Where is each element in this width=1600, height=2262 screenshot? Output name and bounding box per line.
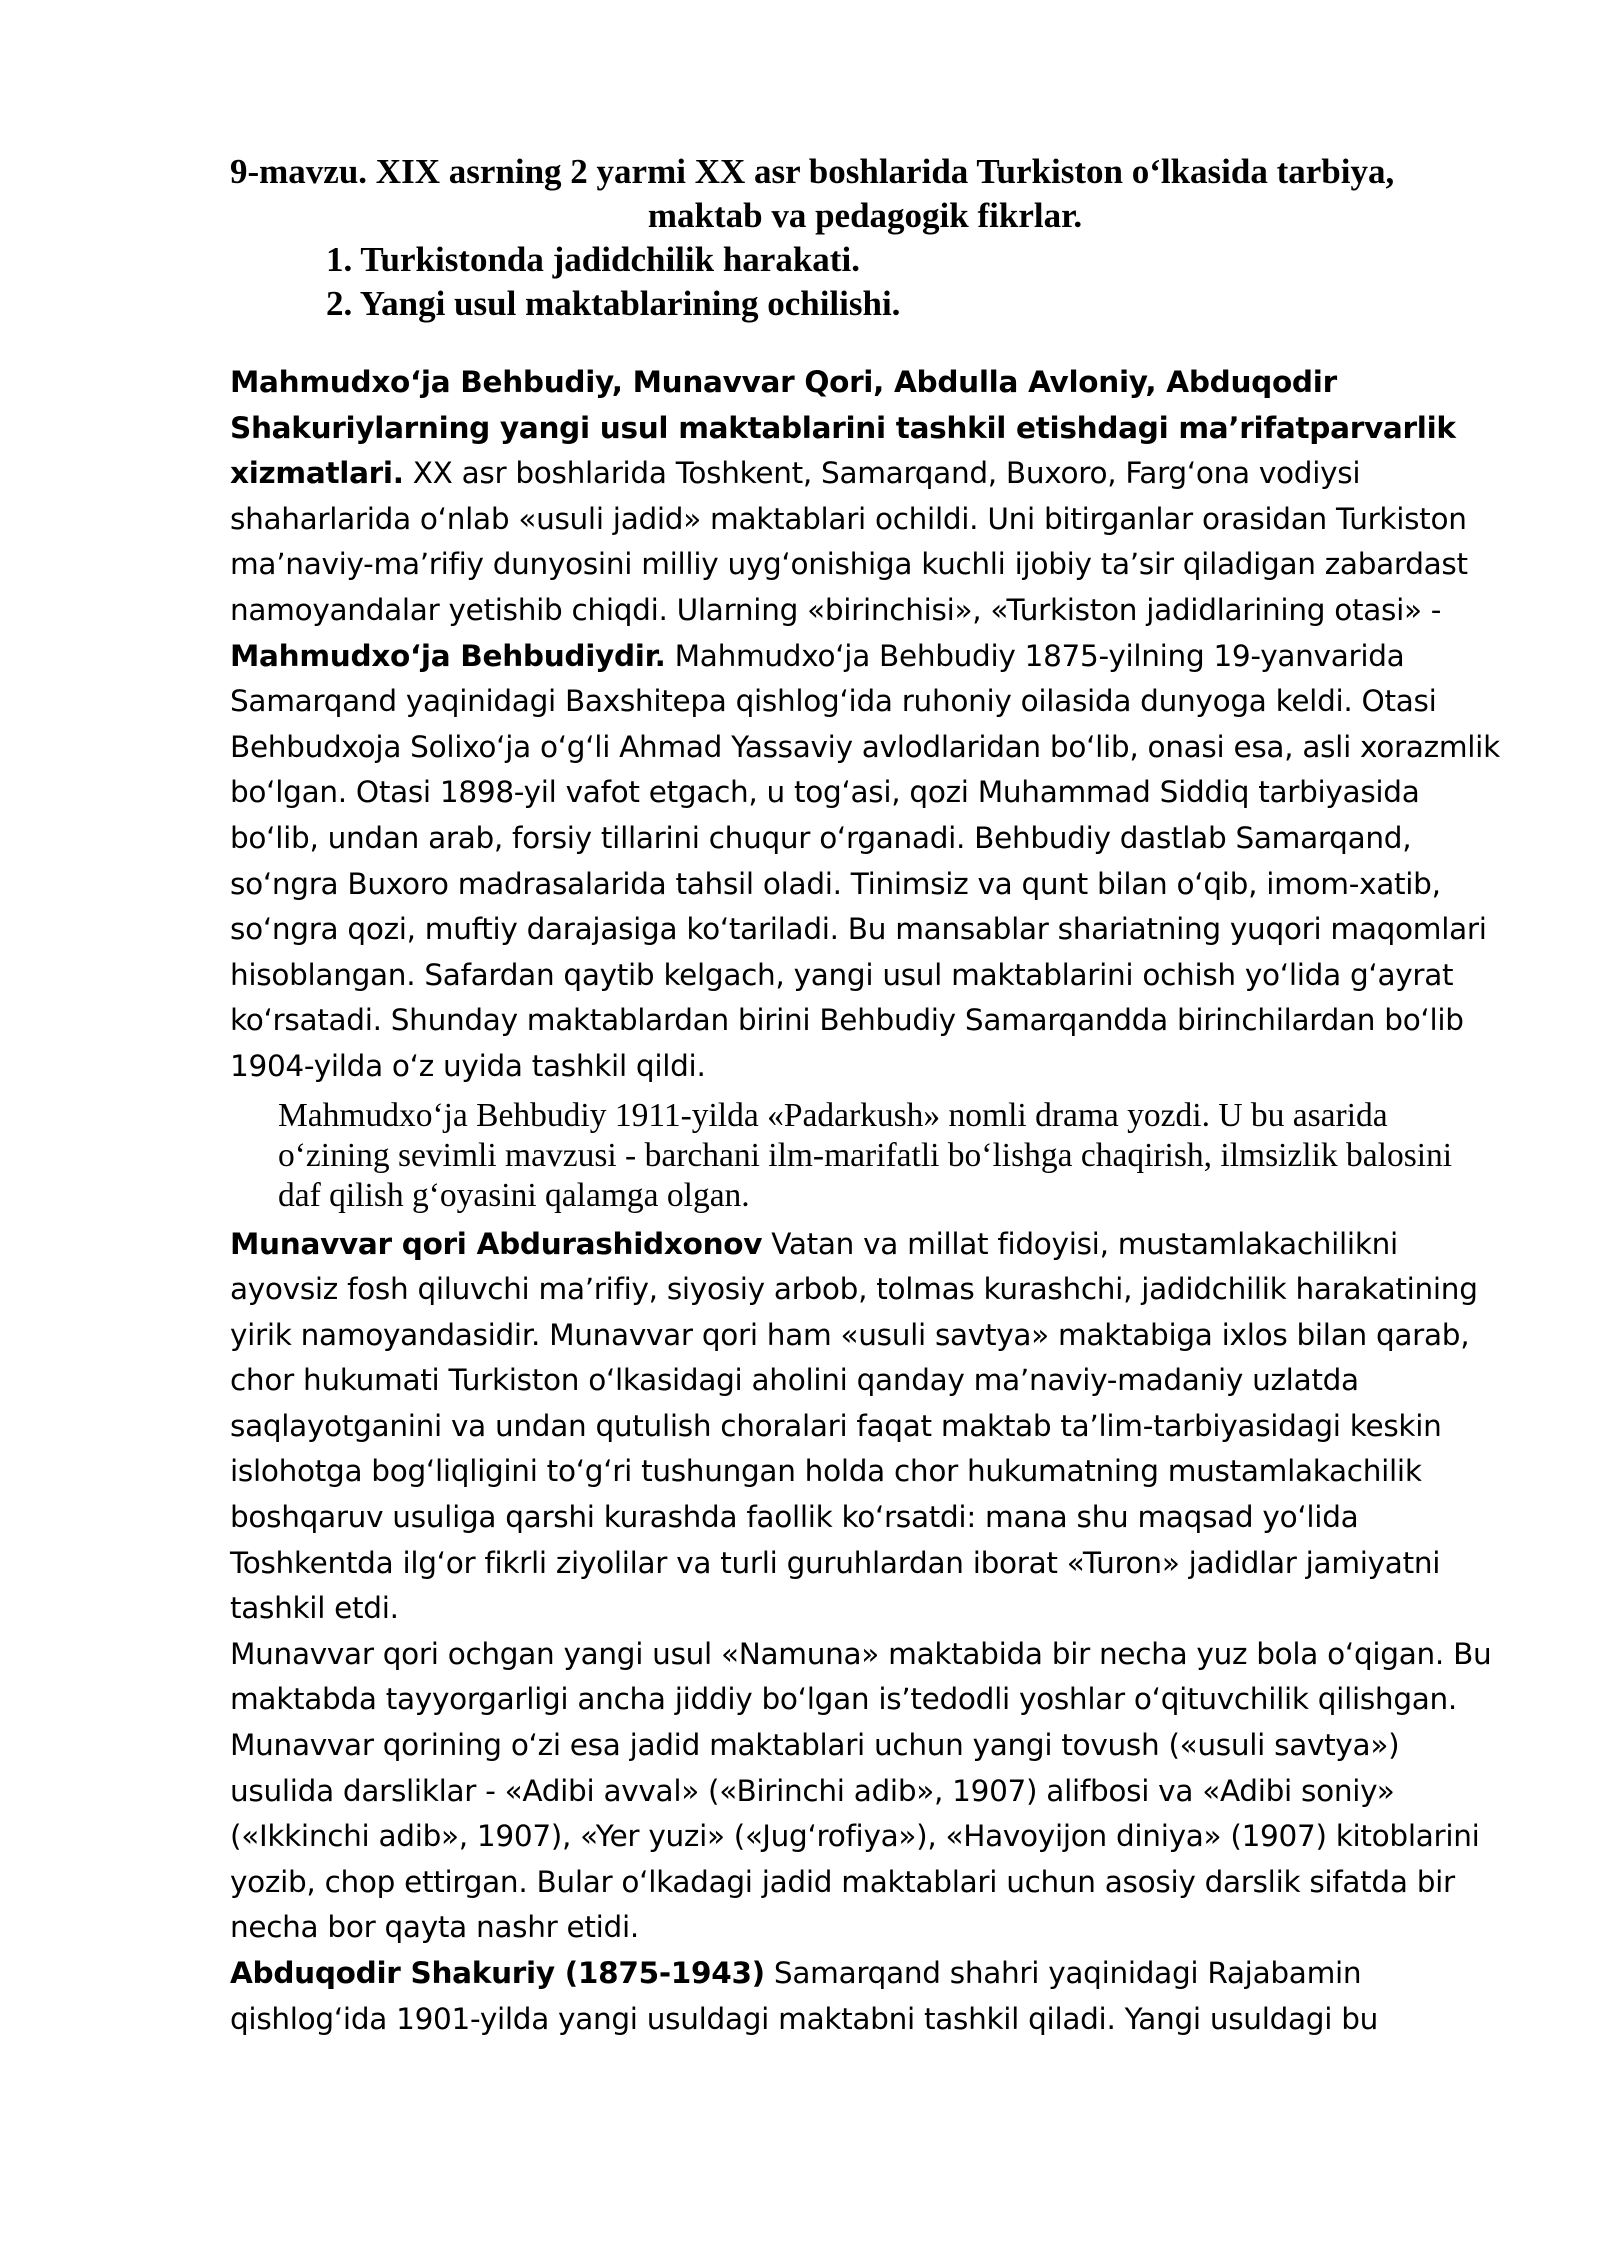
paragraph-padarkush: Mahmudxo‘ja Behbudiy 1911-yilda «Padarkush» nomli drama yozdi. U bu asarida o‘zining sevimli mavzusi - barchani ilm-marifatli bo‘lishga chaqirish, ilmsizlik balosini daf qilish g‘oyasini qalamga olgan. <box>278 1096 1453 1214</box>
paragraph-behbudiy <box>230 360 1500 1090</box>
paragraph-text: Vatan va millat fidoyisi, mustamlakachilikni ayovsiz fosh qiluvchi ma’rifiy, siyosiy arbob, tolmas kurashchi, jadidchilik harakatining yirik namoyandasidir. Munavvar qori ham «usuli savtya» maktabiga ixlos bilan qarab, chor hukumati Turkiston o‘lkasidagi aholini qanday ma’naviy-madaniy uzlatda saqlayotganini va undan qutulish choralari faqat maktab ta’lim-tarbiyasidagi keskin islohotga bog‘liqligini to‘g‘ri tushungan holda chor hukumatning mustamlakachilik boshqaruv usuliga qarshi kurashda faollik ko‘rsatdi: mana shu maqsad yo‘lida Toshkentda ilg‘or fikrli ziyolilar va turli guruhlardan iborat «Turon» jadidlar jamiyatni tashkil etdi. <box>230 1226 1478 1626</box>
paragraph-text: Samarqand shahri yaqinidagi Rajabamin qishlog‘ida 1901-yilda yangi usuldagi maktabni tashkil qiladi. Yangi usuldagi bu <box>230 1956 1379 2036</box>
title-line-1: 9-mavzu. XIX asrning 2 yarmi XX asr boshlarida Turkiston o‘lkasida tarbiya, <box>230 152 1395 191</box>
paragraph-heading: Mahmudxo‘ja Behbudiy, Munavvar Qori, Abdulla Avloniy, Abduqodir Shakuriylarning yangi usul maktablarini tashkil etishdagi ma’rifatparvarlik xizmatlari. <box>230 365 1456 491</box>
outline-item: 2. Yangi usul maktablarining ochilishi. <box>326 284 901 323</box>
title-line-2: maktab va pedagogik fikrlar. <box>647 196 1083 235</box>
paragraph-text: XX asr boshlarida Toshkent, Samarqand, Buxoro, Farg‘ona vodiysi shaharlarida o‘nlab «usuli jadid» maktablari ochildi. Uni bitirganlar orasidan Turkiston ma’naviy-ma’rifiy dunyosini milliy uyg‘onishiga kuchli ijobiy ta’sir qiladigan zabardast namoyandalar yetishib chiqdi. Ularning «birinchisi», «Turkiston jadidlarining otasi» - <box>230 456 1468 627</box>
topic-outline <box>230 238 1500 326</box>
paragraph-munavvar-qori <box>230 1222 1500 1632</box>
document-title <box>230 150 1500 238</box>
document-page <box>230 150 1500 2042</box>
paragraph-shakuriy <box>230 1951 1500 2042</box>
paragraph-heading: Abduqodir Shakuriy (1875-1943) <box>230 1956 765 1990</box>
outline-item: 1. Turkistonda jadidchilik harakati. <box>326 240 860 279</box>
paragraph-namuna-school: Munavvar qori ochgan yangi usul «Namuna» maktabida bir necha yuz bola o‘qigan. Bu maktabda tayyorgarligi ancha jiddiy bo‘lgan is’tedodli yoshlar o‘qituvchilik qilishgan. Munavvar qorining o‘zi esa jadid maktablari uchun yangi tovush («usuli savtya») usulida darsliklar - «Adibi avval» («Birinchi adib», 1907) alifbosi va «Adibi soniy» («Ikkinchi adib», 1907), «Yer yuzi» («Jug‘rofiya»), «Havoyijon diniya» (1907) kitoblarini yozib, chop ettirgan. Bular o‘lkadagi jadid maktablari uchun asosiy darslik sifatda bir necha bor qayta nashr etidi. <box>230 1636 1492 1945</box>
paragraph-heading: Munavvar qori Abdurashidxonov <box>230 1226 763 1261</box>
paragraph-text: Mahmudxo‘ja Behbudiy 1875-yilning 19-yanvarida Samarqand yaqinidagi Baxshitepa qishlog‘ida ruhoniy oilasida dunyoga keldi. Otasi Behbudxoja Solixo‘ja o‘g‘li Ahmad Yassaviy avlodlaridan bo‘lib, onasi esa, asli xorazmlik bo‘lgan. Otasi 1898-yil vafot etgach, u tog‘asi, qozi Muhammad Siddiq tarbiyasida bo‘lib, undan arab, forsiy tillarini chuqur o‘rganadi. Behbudiy dastlab Samarqand, so‘ngra Buxoro madrasalarida tahsil oladi. Tinimsiz va qunt bilan o‘qib, imom-xatib, so‘ngra qozi, muftiy darajasiga ko‘tariladi. Bu mansablar shariatning yuqori maqomlari hisoblangan. Safardan qaytib kelgach, yangi usul maktablarini ochish yo‘lida g‘ayrat ko‘rsatadi. Shunday maktablardan birini Behbudiy Samarqandda birinchilardan bo‘lib 1904-yilda o‘z uyida tashkil qildi. <box>230 638 1500 1083</box>
emphasis-name: Mahmudxo‘ja Behbudiydir. <box>230 638 666 673</box>
